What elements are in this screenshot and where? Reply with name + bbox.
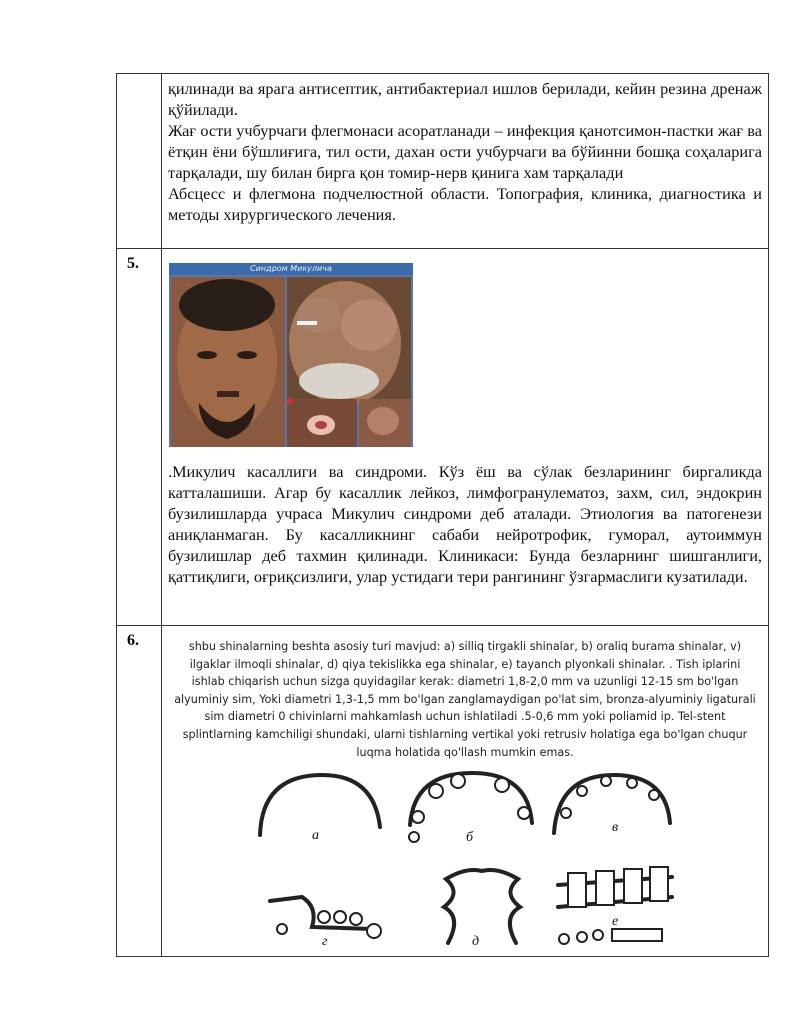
- table-row: [117, 74, 769, 249]
- row-body-cell: [162, 249, 769, 626]
- patient-photo-illustration: [169, 263, 413, 447]
- figure-label-v: в: [612, 820, 619, 836]
- mikulicz-description: .Микулич касаллиги ва синдроми. Кўз ёш ва сўлак безларининг биргаликда катталашиши. Агар бу касаллик лейкоз, лимфогранулематоз, захм, сил, эндокрин бузилишларда учраса Микулич синдроми деб аталади. Этиология ва патогенези аниқланмаган. Бу касалликнинг сабаби нейротрофик, гуморал, аутоиммун бузилишлар деб тахмин қилинади. Клиникаси: Бунда безларнинг шишганлиги, қаттиқлиги, оғриқсизлиги, улар устидаги тери рангининг ўзгармаслиги кузатилади.: [168, 462, 762, 586]
- splint-a-arch: [260, 775, 380, 835]
- paragraph-complications: Жағ ости учбурчаги флегмонаси асоратланади – инфекция қанотсимон-пастки жағ ва ётқин ёни бўшлиғига, тил ости, дахан ости учбурчаги ва бўйинни бошқа соҳаларига тарқалади, шу билан бирга қон томир-нерв қинига хам тарқалади: [168, 121, 762, 182]
- content-table: [116, 73, 769, 957]
- dental-splints-figure: [162, 767, 768, 947]
- figure-label-e: е: [612, 914, 619, 930]
- paragraph-heading-ru: Абсцесс и флегмона подчелюстной области. Топография, клиника, диагностика и методы хирургического лечения.: [168, 184, 762, 224]
- row-body-cell: [162, 74, 769, 249]
- splints-description: shbu shinalarning beshta asosiy turi mavjud: a) silliq tirgakli shinalar, b) oraliq burama shinalar, v) ilgaklar ilmoqli shinalar, d) qiya tekislikka ega shinalar, e) tayanch plyonkali shinalar. . Tish iplarini ishlab chiqarish uchun sizga quyidagilar kerak: diametri 1,8-2,0 mm va uzunligi 12-15 sm bo'lgan alyuminiy sim, Yoki diametri 1,3-1,5 mm bo'lgan zanglamaydigan po'lat sim, bronza-alyuminiy ligaturali sim diametri 0 chivinlarni mahkamlash uchun ishlatiladi .5-0,6 mm yoki poliamid ip. Tel-stent splintlarning kamchiligi shundaki, ularni tishlarning vertikal yoki retrusiv holatiga ega bo'lgan chuqur luqma holatida qo'llash mumkin emas.: [174, 640, 756, 759]
- row-number: 6.: [117, 626, 162, 957]
- figure-label-b: б: [466, 830, 474, 846]
- row-number: 5.: [117, 249, 162, 626]
- figure-label-a: а: [312, 828, 319, 844]
- row-body-cell: [162, 626, 769, 957]
- figure-label-d: д: [472, 934, 480, 948]
- table-row: [117, 626, 769, 957]
- row-number-cell: [117, 74, 162, 249]
- paragraph-drainage: қилинади ва ярага антисептик, антибактериал ишлов берилади, кейин резина дренаж қўйилади.: [168, 79, 762, 119]
- photo-caption: Синдром Микулича: [169, 263, 413, 275]
- figure-label-g: г: [322, 934, 328, 948]
- table-row: [117, 249, 769, 626]
- mikulicz-syndrome-photo: [169, 263, 413, 447]
